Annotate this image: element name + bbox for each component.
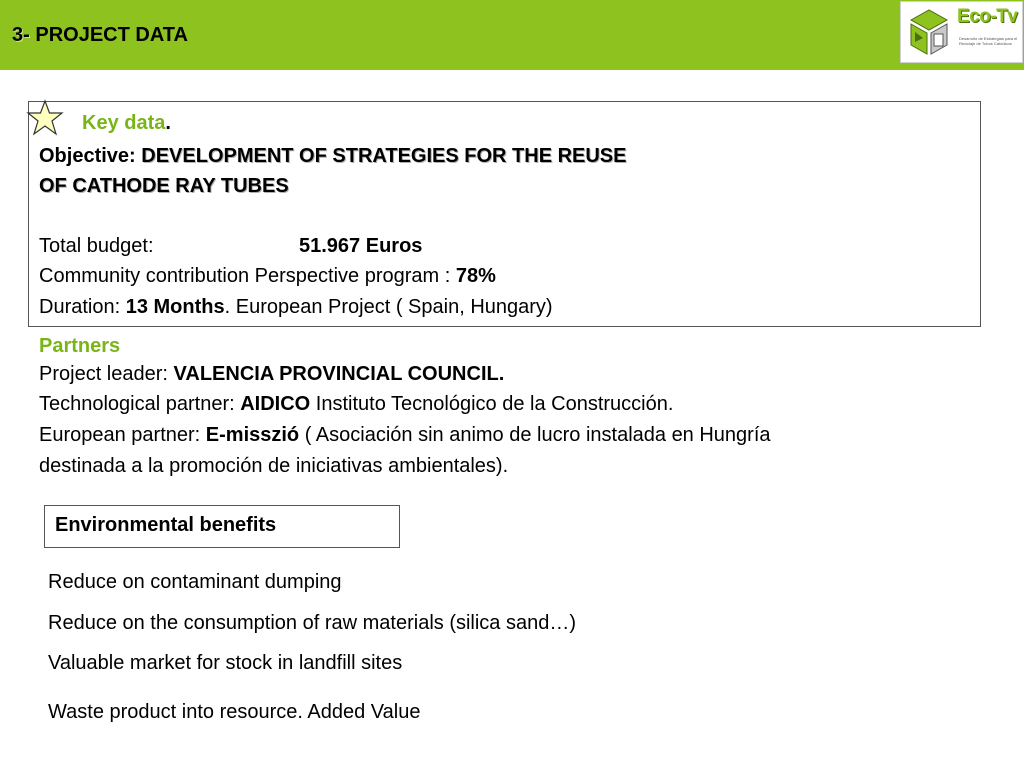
budget-label: Total budget: — [39, 235, 154, 257]
duration-value: 13 Months — [125, 296, 225, 318]
benefit-item: Reduce on the consumption of raw materials (silica sand…) — [48, 612, 577, 634]
environmental-title: Environmental benefits — [55, 514, 277, 536]
duration: Duration: 13 Months. European Project ( Spain, Hungary) — [39, 296, 553, 318]
logo-subtitle: Desarrollo de Estrategias para el Reciclaje de Tubos Catódicos — [959, 36, 1018, 46]
budget-value: 51.967 Euros — [299, 235, 423, 257]
benefit-item: Reduce on contaminant dumping — [48, 571, 342, 593]
page-title — [12, 24, 188, 47]
objective-text-1: DEVELOPMENT OF STRATEGIES FOR THE REUSE — [141, 145, 627, 167]
european-partner-desc: destinada a la promoción de iniciativas ambientales). — [39, 455, 509, 477]
objective — [39, 141, 839, 201]
objective-label: Objective: — [39, 145, 136, 167]
benefit-item: Valuable market for stock in landfill sites — [48, 652, 403, 674]
euro-value: E-misszió — [205, 424, 300, 446]
community-value: 78% — [455, 265, 496, 287]
key-data-heading: Key data. — [82, 112, 171, 134]
benefit-item: Waste product into resource. Added Value — [48, 701, 421, 723]
project-leader: Project leader: VALENCIA PROVINCIAL COUNCIL. — [39, 363, 505, 385]
leader-value: VALENCIA PROVINCIAL COUNCIL. — [173, 363, 505, 385]
objective-text-2: OF CATHODE RAY TUBES — [39, 175, 289, 197]
eco-tv-logo — [900, 1, 1023, 63]
community-contribution: Community contribution Perspective program : 78% — [39, 265, 496, 287]
section-title: PROJECT DATA — [35, 24, 188, 46]
technological-partner: Technological partner: AIDICO Instituto Tecnológico de la Construcción. — [39, 393, 674, 415]
partners-heading: Partners — [39, 335, 121, 357]
star-icon — [26, 99, 64, 137]
tech-value: AIDICO — [240, 393, 311, 415]
logo-wordmark: Eco-Tv — [957, 6, 1018, 27]
section-number: 3- — [12, 24, 30, 46]
european-partner: European partner: E-misszió ( Asociación sin animo de lucro instalada en Hungría — [39, 424, 771, 446]
